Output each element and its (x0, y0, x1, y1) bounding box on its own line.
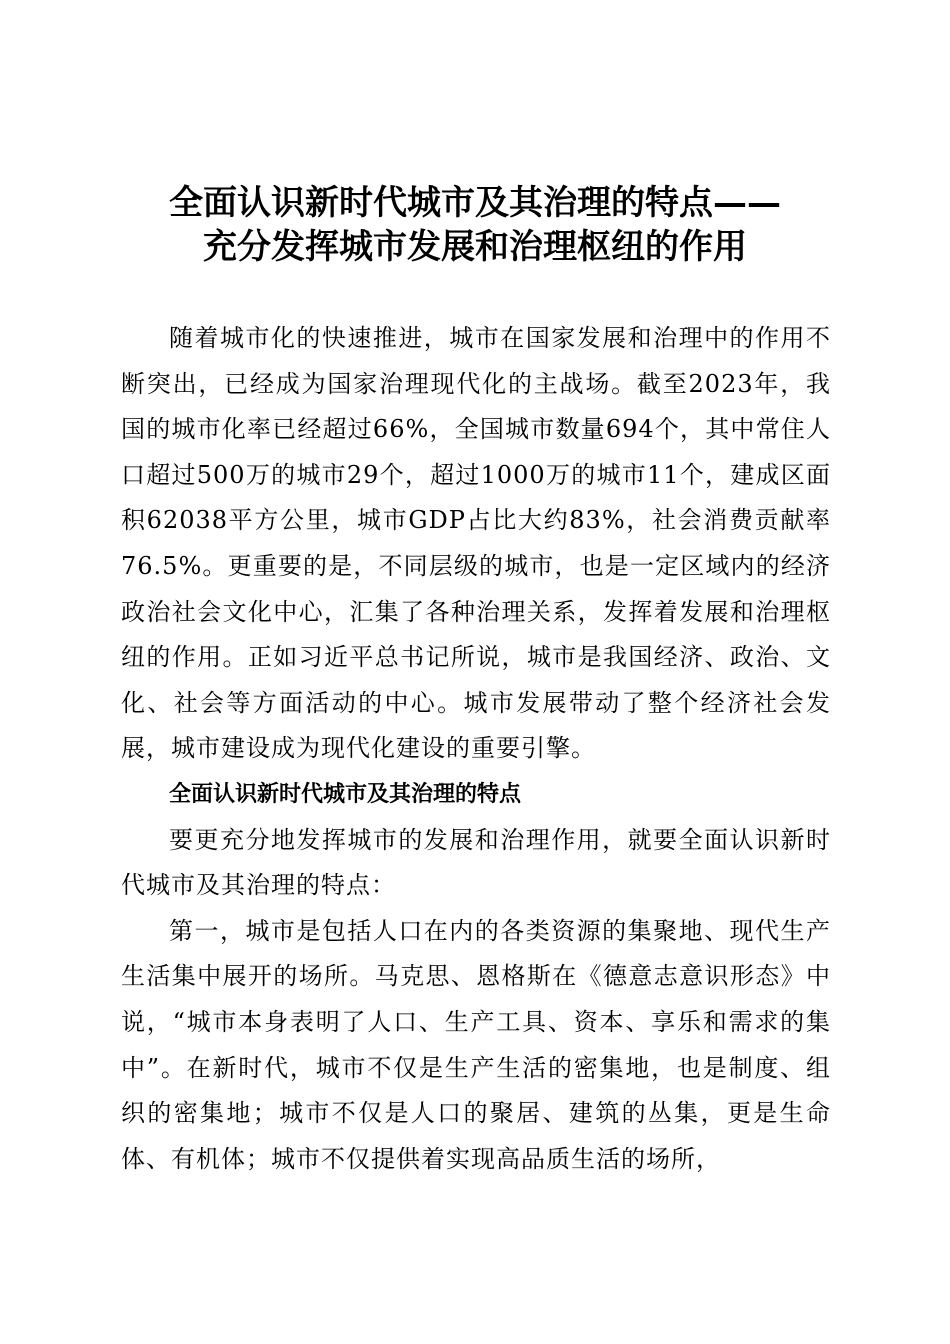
document-body (121, 316, 831, 1182)
section-heading: 全面认识新时代城市及其治理的特点 (169, 781, 522, 807)
document-title-line-1: 全面认识新时代城市及其治理的特点—— (169, 183, 781, 223)
point-one-paragraph: 第一，城市是包括人口在内的各类资源的集聚地、现代生产生活集中展开的场所。马克思、恩格斯在《德意志意识形态》中说，“城市本身表明了人口、生产工具、资本、享乐和需求的集中”。在新时代，城市不仅是生产生活的密集地，也是制度、组织的密集地；城市不仅是人口的聚居、建筑的丛集，更是生命体、有机体；城市不仅提供着实现高品质生活的场所， (121, 916, 831, 1173)
intro-paragraph: 随着城市化的快速推进，城市在国家发展和治理中的作用不断突出，已经成为国家治理现代化的主战场。截至2023年，我国的城市化率已经超过66%，全国城市数量694个，其中常住人口超过500万的城市29个，超过1000万的城市11个，建成区面积62038平方公里，城市GDP占比大约83%，社会消费贡献率76.5%。更重要的是，不同层级的城市，也是一定区域内的经济政治社会文化中心，汇集了各种治理关系，发挥着发展和治理枢纽的作用。正如习近平总书记所说，城市是我国经济、政治、文化、社会等方面活动的中心。城市发展带动了整个经济社会发展，城市建设成为现代化建设的重要引擎。 (121, 324, 831, 763)
document-title-line-2: 充分发挥城市发展和治理枢纽的作用 (203, 227, 747, 267)
section-intro-paragraph: 要更充分地发挥城市的发展和治理作用，就要全面认识新时代城市及其治理的特点： (121, 825, 831, 900)
